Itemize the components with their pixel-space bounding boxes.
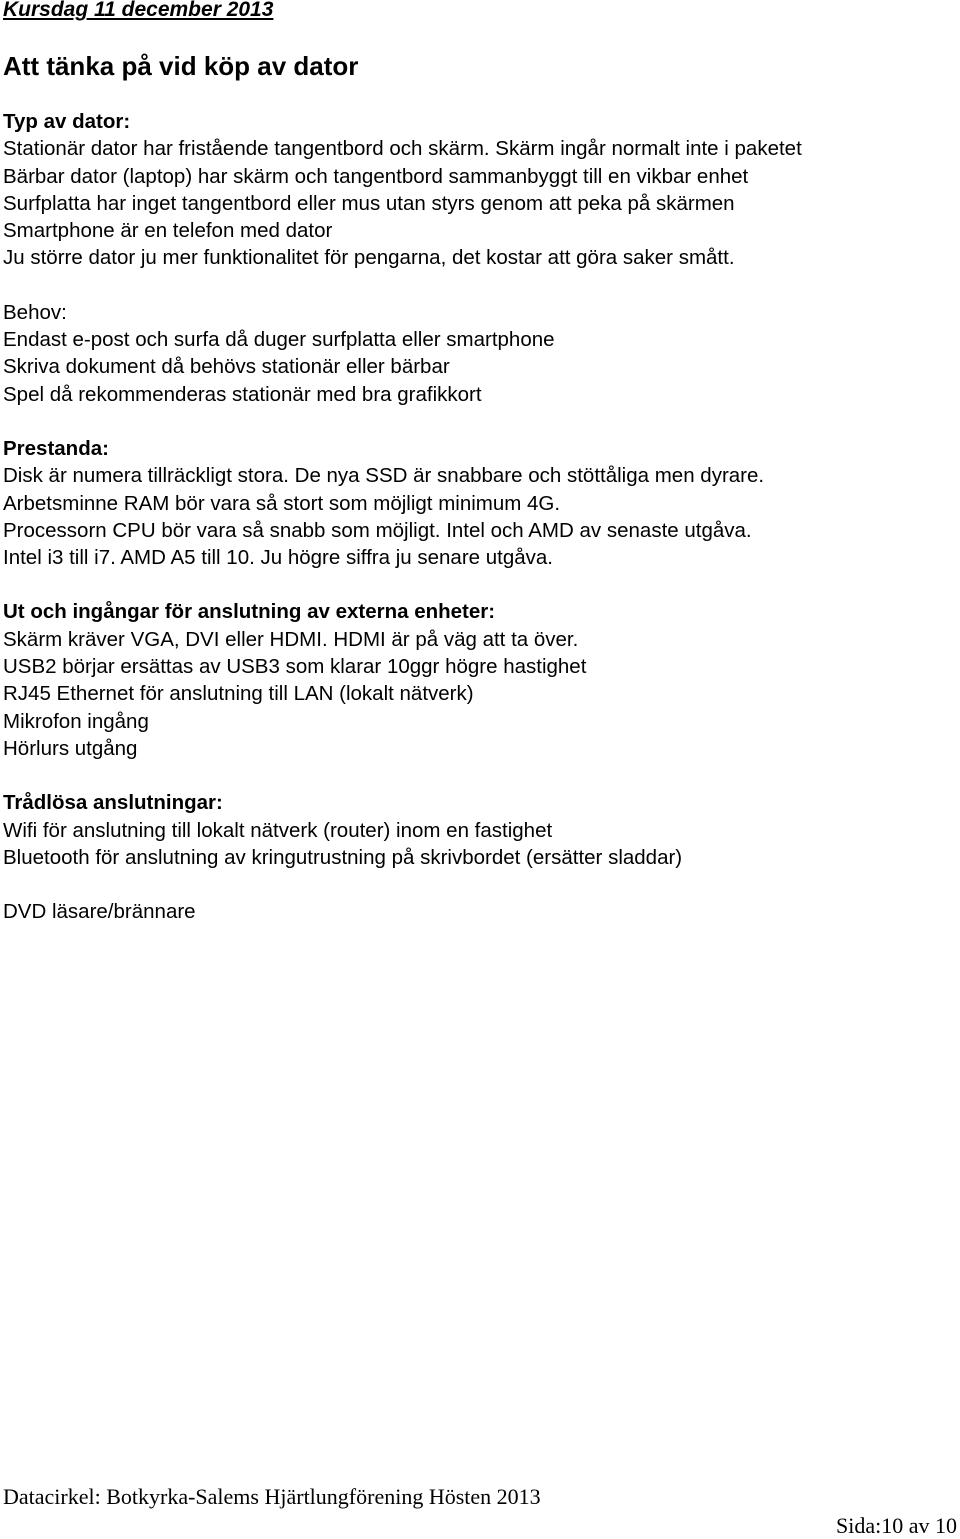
section-needs <box>3 299 953 408</box>
document-body <box>3 108 953 952</box>
page-number: Sida:10 av 10 <box>836 1513 957 1538</box>
text-line: RJ45 Ethernet för anslutning till LAN (lokalt nätverk) <box>3 682 474 706</box>
text-line: Bluetooth för anslutning av kringutrustning på skrivbordet (ersätter sladdar) <box>3 845 683 869</box>
text-line: Skriva dokument då behövs stationär eller bärbar <box>3 355 450 379</box>
text-line: Endast e-post och surfa då duger surfplatta eller smartphone <box>3 328 555 352</box>
section-heading-computer-type: Typ av dator: <box>3 110 131 133</box>
section-performance <box>3 435 953 571</box>
course-date-heading: Kursdag 11 december 2013 <box>3 0 274 21</box>
text-line: Disk är numera tillräckligt stora. De nya SSD är snabbare och stöttåliga men dyrare. <box>3 464 765 488</box>
text-line: Bärbar dator (laptop) har skärm och tangentbord sammanbyggt till en vikbar enhet <box>3 164 749 188</box>
section-heading-needs: Behov: <box>3 300 67 324</box>
text-line: Smartphone är en telefon med dator <box>3 219 333 243</box>
text-line: DVD läsare/brännare <box>3 900 196 924</box>
footer-organization: Datacirkel: Botkyrka-Salems Hjärtlungförening Hösten 2013 <box>3 1484 541 1509</box>
text-line: Stationär dator har fristående tangentbord och skärm. Skärm ingår normalt inte i paketet <box>3 137 802 161</box>
text-line: Skärm kräver VGA, DVI eller HDMI. HDMI är på väg att ta över. <box>3 627 579 651</box>
text-line: Hörlurs utgång <box>3 736 138 760</box>
section-wireless <box>3 789 953 871</box>
text-line: Spel då rekommenderas stationär med bra grafikkort <box>3 382 482 406</box>
section-ports <box>3 598 953 762</box>
text-line: Mikrofon ingång <box>3 709 149 733</box>
section-heading-ports: Ut och ingångar för anslutning av externa enheter: <box>3 600 496 624</box>
text-line: Ju större dator ju mer funktionalitet för pengarna, det kostar att göra saker smått. <box>3 246 735 270</box>
text-line: USB2 börjar ersättas av USB3 som klarar 10ggr högre hastighet <box>3 655 587 679</box>
section-heading-performance: Prestanda: <box>3 436 109 460</box>
text-line: Processorn CPU bör vara så snabb som möjligt. Intel och AMD av senaste utgåva. <box>3 518 752 542</box>
text-line: Intel i3 till i7. AMD A5 till 10. Ju högre siffra ju senare utgåva. <box>3 546 553 570</box>
section-dvd <box>3 898 953 925</box>
text-line: Arbetsminne RAM bör vara så stort som möjligt minimum 4G. <box>3 491 561 515</box>
text-line: Surfplatta har inget tangentbord eller mus utan styrs genom att peka på skärmen <box>3 191 735 215</box>
section-computer-type <box>3 108 953 272</box>
section-heading-wireless: Trådlösa anslutningar: <box>3 791 223 815</box>
document-title: Att tänka på vid köp av dator <box>3 51 359 81</box>
text-line: Wifi för anslutning till lokalt nätverk (router) inom en fastighet <box>3 818 553 842</box>
